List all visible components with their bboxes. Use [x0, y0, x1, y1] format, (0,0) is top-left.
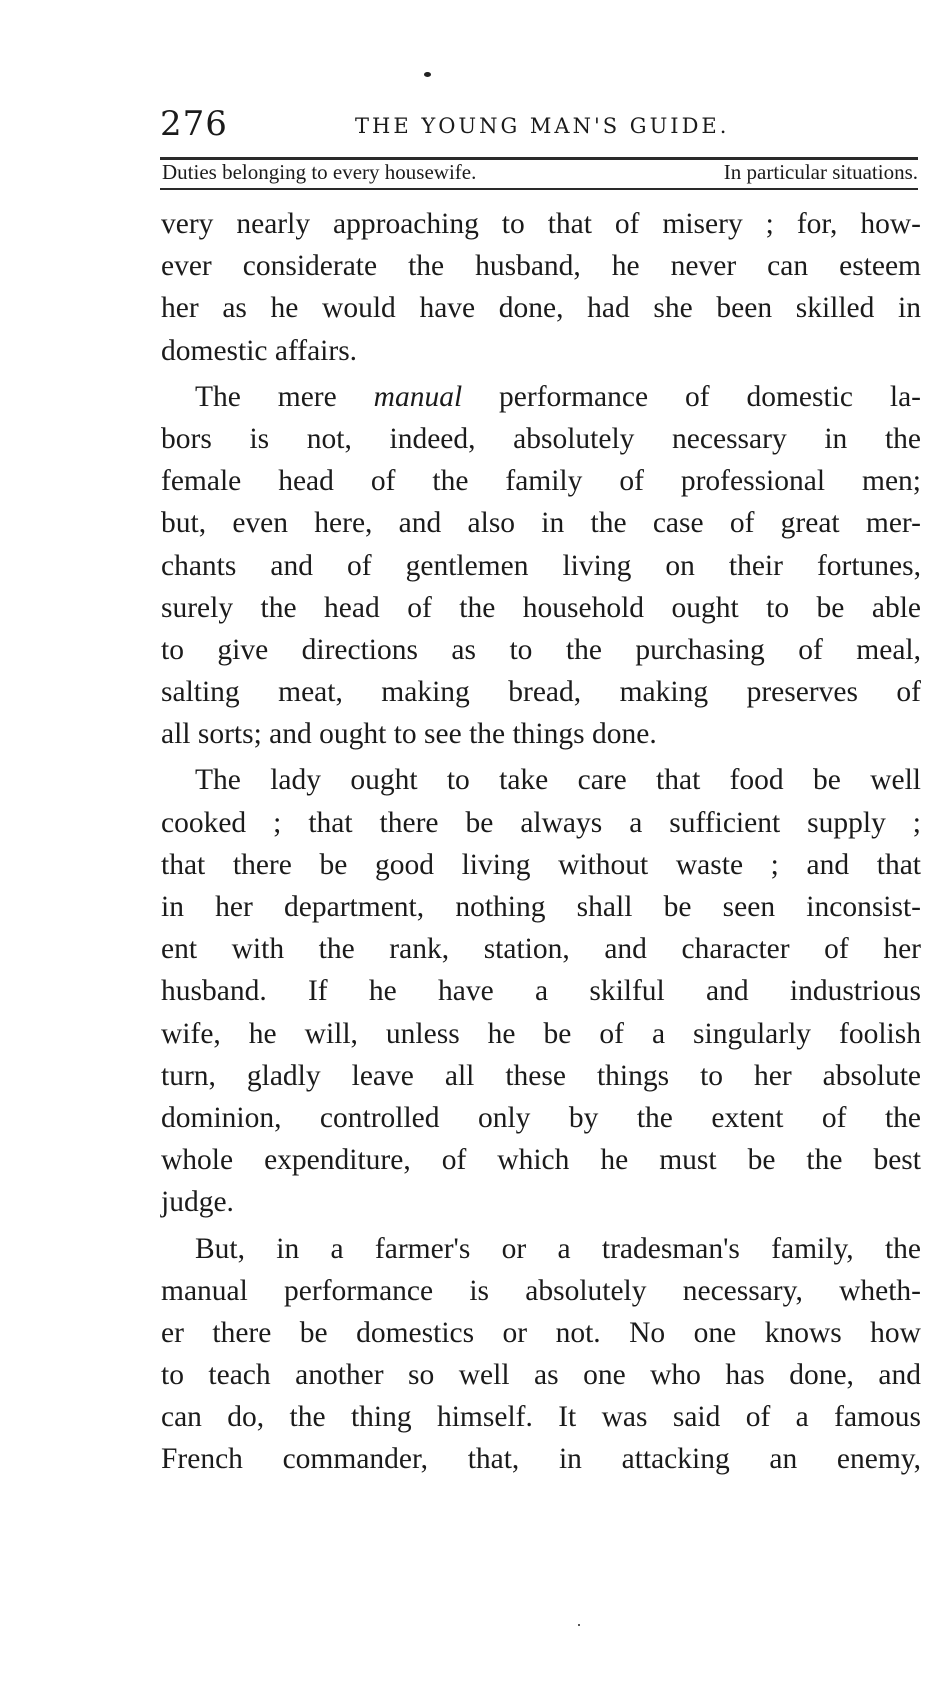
text-line: wife, he will, unless he be of a singularly foolish: [161, 1017, 921, 1050]
text-line: er there be domestics or not. No one knows how: [161, 1316, 921, 1349]
text-line: husband. If he have a skilful and industrious: [161, 975, 921, 1008]
text-line: turn, gladly leave all these things to her absolute: [161, 1059, 921, 1092]
ink-speck: [578, 1624, 580, 1626]
text-line: whole expenditure, of which he must be the best: [161, 1144, 921, 1177]
text-line: salting meat, making bread, making preserves of: [161, 676, 921, 709]
text-line: domestic affairs.: [161, 334, 358, 367]
text-line: ent with the rank, station, and character of her: [161, 933, 921, 966]
running-title: THE YOUNG MAN'S GUIDE.: [355, 114, 730, 138]
page-number: 276: [160, 104, 228, 144]
text-line: her as he would have done, had she been skilled in: [161, 292, 921, 325]
text-line: can do, the thing himself. It was said of a famous: [161, 1401, 921, 1434]
text-line: very nearly approaching to that of misery ; for, how-: [161, 208, 921, 240]
text-line: The lady ought to take care that food be well: [195, 764, 921, 797]
paragraph: [161, 759, 921, 1223]
text-line: dominion, controlled only by the extent of the: [161, 1101, 921, 1134]
text-line: surely the head of the household ought to be able: [161, 591, 921, 624]
text-line: all sorts; and ought to see the things done.: [161, 718, 657, 751]
subheader-right: In particular situations.: [723, 160, 918, 184]
text-line: that there be good living without waste ; and that: [161, 848, 921, 881]
text-line: manual performance is absolutely necessary, wheth-: [161, 1274, 921, 1307]
text-line: The mere manual performance of domestic la-: [195, 380, 921, 413]
text-line: cooked ; that there be always a sufficient supply ;: [161, 806, 921, 839]
text-line: to give directions as to the purchasing of meal,: [161, 633, 921, 666]
text-line: But, in a farmer's or a tradesman's family, the: [195, 1232, 921, 1265]
subheader-left: Duties belonging to every housewife.: [162, 160, 477, 184]
text-line: judge.: [161, 1186, 234, 1219]
paragraph: [161, 203, 921, 372]
text-line: female head of the family of professional men;: [161, 465, 921, 498]
paragraph: [161, 376, 921, 756]
text-line: in her department, nothing shall be seen inconsist-: [161, 891, 921, 923]
text-line: ever considerate the husband, he never can esteem: [161, 250, 921, 283]
text-line: to teach another so well as one who has done, and: [161, 1359, 921, 1392]
running-header: [160, 104, 918, 154]
text-line: but, even here, and also in the case of great mer-: [161, 507, 921, 540]
text-line: French commander, that, in attacking an enemy,: [161, 1443, 921, 1476]
text-line: chants and of gentlemen living on their fortunes,: [161, 549, 921, 582]
body-text: [161, 203, 921, 1481]
paragraph: [161, 1228, 921, 1481]
section-subheader: [160, 157, 918, 191]
subheader-rule: [160, 188, 918, 190]
ink-speck: [424, 72, 431, 77]
text-line: bors is not, indeed, absolutely necessary in the: [161, 422, 921, 455]
